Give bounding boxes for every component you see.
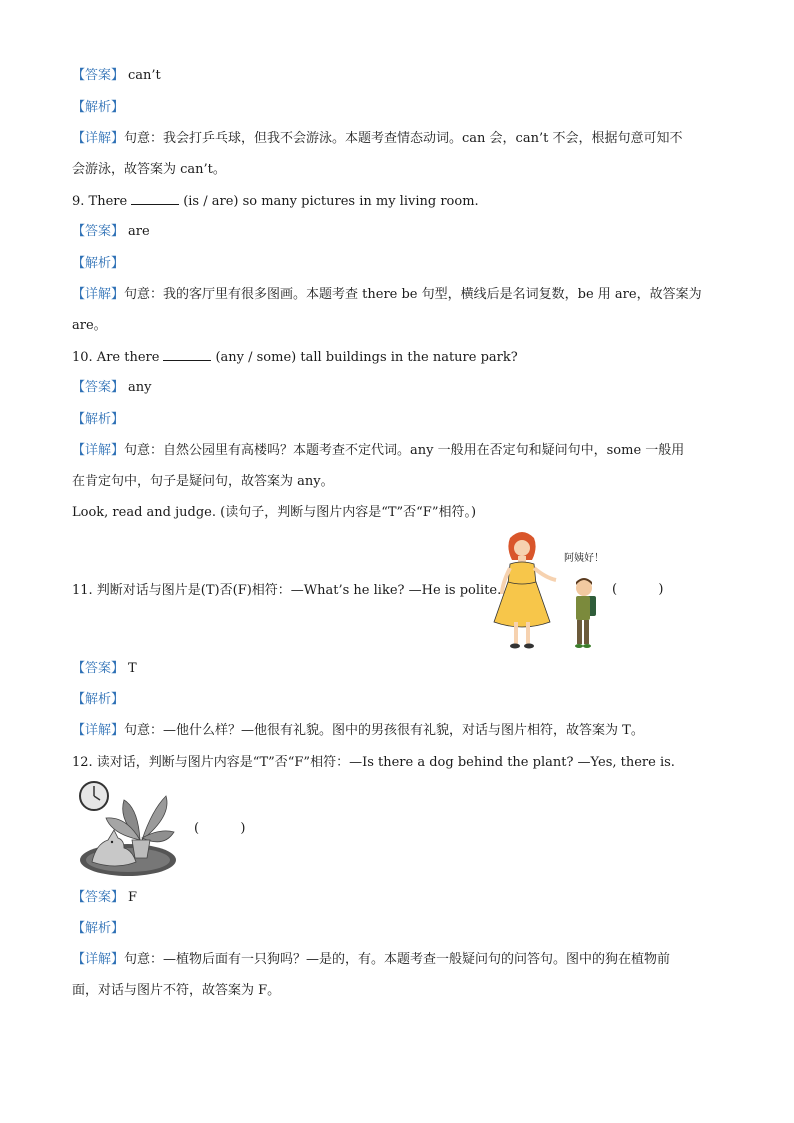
q8-detail-line [72, 130, 682, 148]
analysis-tag: 【解析】 [72, 692, 125, 707]
detail-tag: 【详解】 [72, 131, 125, 146]
q8-detail-text-1: 句意：我会打乒乓球，但我不会游泳。本题考查情态动词。can 会，can’t 不会，根据句意可知不 [124, 131, 683, 146]
q10-prefix: 10. Are there [72, 350, 160, 365]
q12-answer: F [128, 890, 138, 905]
q8-answer-line [72, 67, 161, 85]
q10-detail-text-1: 句意：自然公园里有高楼吗？本题考查不定代词。any 一般用在否定句和疑问句中，some 一般用 [124, 443, 685, 458]
speech-bubble-text: 阿姨好！ [564, 553, 604, 564]
q12-question: 12. 读对话，判断与图片内容是“T”否“F”相符：—Is there a dog behind the plant? —Yes, there is. [72, 755, 675, 770]
q8-answer: can’t [128, 68, 161, 83]
q11-question: 11. 判断对话与图片是(T)否(F)相符：—What’s he like? —He is polite. [72, 583, 502, 598]
q10-blank [163, 348, 211, 361]
q8-detail-text-2: 会游泳，故答案为 can’t。 [72, 162, 226, 177]
q9-detail-text-1: 句意：我的客厅里有很多图画。本题考查 there be 句型，横线后是名词复数，be 用 are，故答案为 [124, 287, 702, 302]
analysis-tag: 【解析】 [72, 256, 125, 271]
q12-answer-line [72, 889, 137, 907]
q9-question [72, 192, 479, 211]
analysis-tag: 【解析】 [72, 412, 125, 427]
q10-suffix: (any / some) tall buildings in the nature park? [215, 350, 518, 365]
q9-answer: are [128, 224, 150, 239]
answer-tag: 【答案】 [72, 68, 125, 83]
detail-tag: 【详解】 [72, 952, 125, 967]
answer-tag: 【答案】 [72, 380, 125, 395]
woman-figure [494, 532, 556, 649]
clock-icon [80, 782, 108, 810]
q11-detail-line [72, 722, 644, 740]
q10-detail-text-2: 在肯定句中，句子是疑问句，故答案为 any。 [72, 474, 334, 489]
answer-tag: 【答案】 [72, 661, 125, 676]
q12-analysis-line [72, 920, 124, 938]
boy-figure [575, 578, 596, 648]
analysis-tag: 【解析】 [72, 100, 125, 115]
q11-analysis-line [72, 691, 124, 709]
q10-answer: any [128, 380, 152, 395]
q9-suffix: (is / are) so many pictures in my living room. [183, 194, 479, 209]
dog-and-plant-illustration [78, 780, 182, 880]
q9-detail-text-2: are。 [72, 318, 107, 333]
q9-analysis-line [72, 255, 124, 273]
woman-and-boy-illustration [488, 530, 608, 655]
q12-answer-paren[interactable]: ( ) [194, 821, 246, 836]
q10-answer-line [72, 379, 151, 397]
q12-detail-line [72, 951, 670, 969]
q10-analysis-line [72, 411, 124, 429]
answer-tag: 【答案】 [72, 224, 125, 239]
q9-answer-line [72, 223, 150, 241]
q9-prefix: 9. There [72, 194, 128, 209]
detail-tag: 【详解】 [72, 443, 125, 458]
q9-detail-line [72, 286, 702, 304]
q12-detail-text-1: 句意：—植物后面有一只狗吗？—是的，有。本题考查一般疑问句的问答句。图中的狗在植物前 [124, 952, 671, 967]
q10-question [72, 348, 518, 367]
q10-detail-line [72, 442, 684, 460]
section-instruction: Look, read and judge. (读句子，判断与图片内容是“T”否“F”相符。) [72, 505, 477, 520]
q12-detail-text-2: 面，对话与图片不符，故答案为 F。 [72, 983, 281, 998]
detail-tag: 【详解】 [72, 723, 125, 738]
q9-blank [131, 192, 179, 205]
q8-analysis-line [72, 99, 124, 117]
answer-tag: 【答案】 [72, 890, 125, 905]
analysis-tag: 【解析】 [72, 921, 125, 936]
q11-answer: T [128, 661, 137, 676]
q11-detail-text: 句意：—他什么样？—他很有礼貌。图中的男孩很有礼貌，对话与图片相符，故答案为 T。 [124, 723, 644, 738]
q11-answer-paren[interactable]: ( ) [612, 582, 664, 597]
detail-tag: 【详解】 [72, 287, 125, 302]
q11-answer-line [72, 660, 137, 678]
